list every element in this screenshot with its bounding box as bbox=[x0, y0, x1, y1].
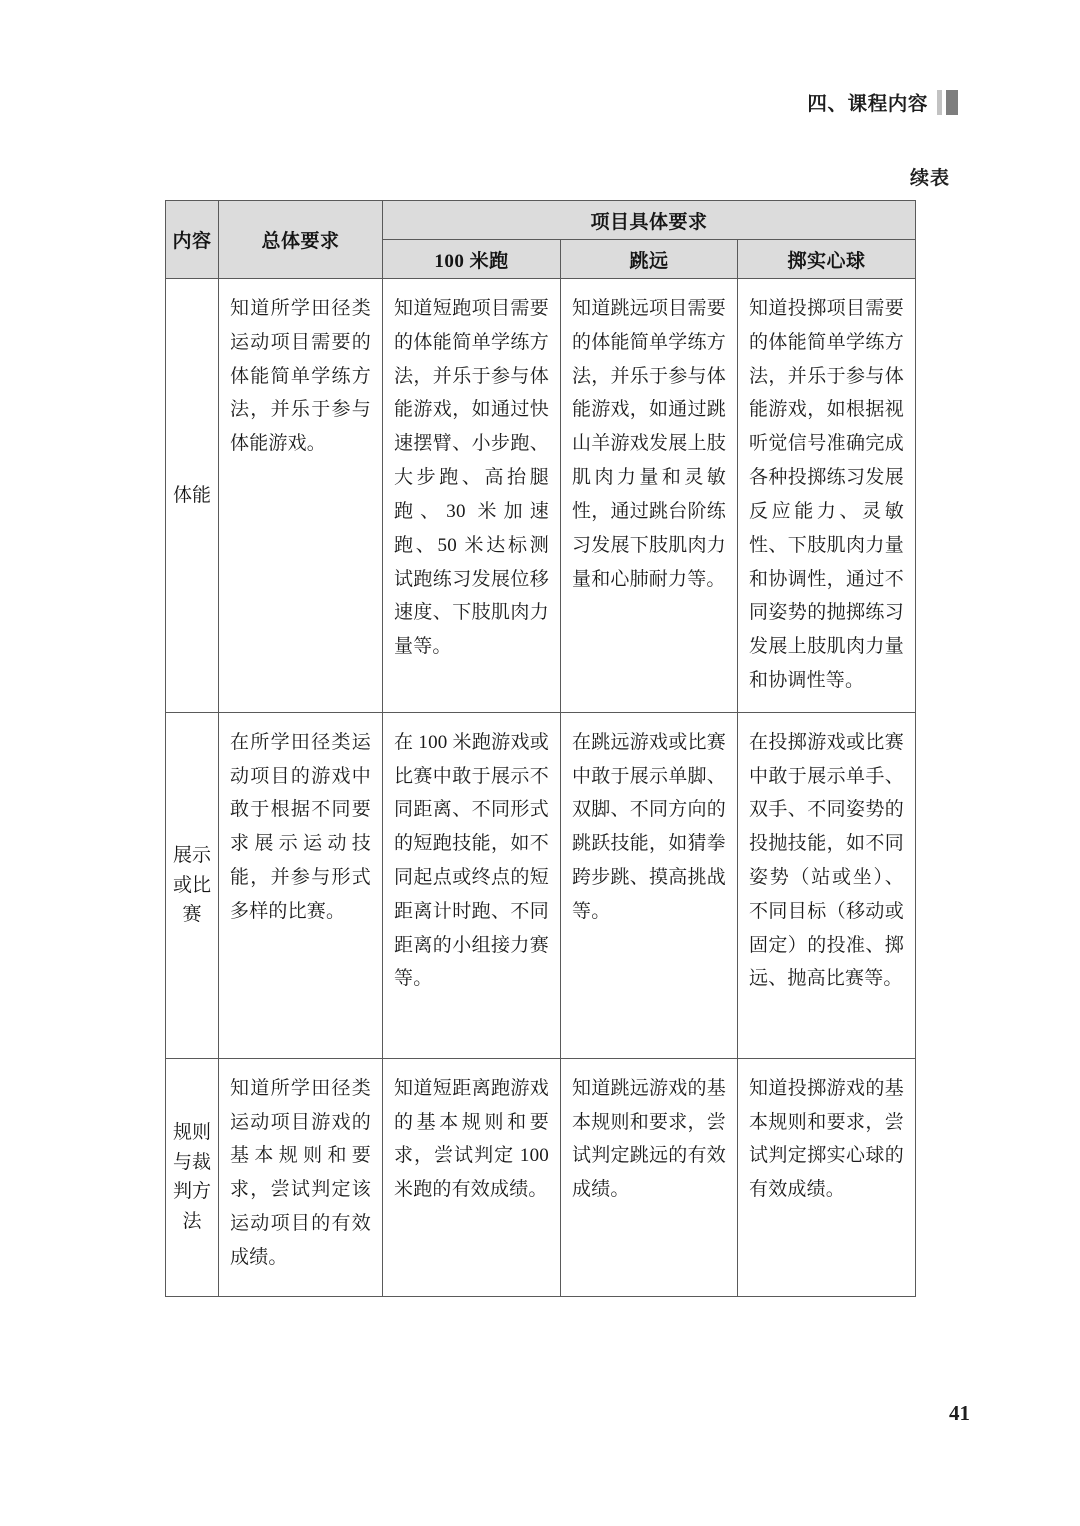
decoration-bar-thin-icon bbox=[937, 90, 942, 115]
page-running-header bbox=[807, 88, 958, 116]
table-row bbox=[166, 1058, 916, 1296]
column-header-100m-run: 100 米跑 bbox=[383, 240, 561, 279]
row-label-display-or-competition: 展示或比赛 bbox=[166, 712, 219, 1058]
cell-display-100m-run: 在 100 米跑游戏或比赛中敢于展示不同距离、不同形式的短跑技能，如不同起点或终点的短距离计时跑、不同距离的小组接力赛等。 bbox=[383, 712, 561, 1058]
column-header-project-requirements: 项目具体要求 bbox=[383, 201, 916, 240]
decoration-bar-thick-icon bbox=[946, 90, 958, 115]
cell-rules-long-jump: 知道跳远游戏的基本规则和要求，尝试判定跳远的有效成绩。 bbox=[561, 1058, 738, 1296]
table-header-row-1 bbox=[166, 201, 916, 240]
table-body bbox=[166, 279, 916, 1297]
page-number: 41 bbox=[949, 1401, 970, 1425]
cell-fitness-long-jump: 知道跳远项目需要的体能简单学练方法，并乐于参与体能游戏，如通过跳山羊游戏发展上肢肌肉力量和灵敏性，通过跳台阶练习发展下肢肌肉力量和心肺耐力等。 bbox=[561, 279, 738, 713]
cell-fitness-shot-put: 知道投掷项目需要的体能简单学练方法，并乐于参与体能游戏，如根据视听觉信号准确完成各种投掷练习发展反应能力、灵敏性、下肢肌肉力量和协调性，通过不同姿势的抛掷练习发展上肢肌肉力量和协调性等。 bbox=[738, 279, 916, 713]
table-continuation-caption: 续表 bbox=[909, 168, 950, 189]
table-header bbox=[166, 201, 916, 279]
column-header-long-jump: 跳远 bbox=[561, 240, 738, 279]
table-row bbox=[166, 712, 916, 1058]
curriculum-content-table bbox=[165, 200, 916, 1297]
cell-display-long-jump: 在跳远游戏或比赛中敢于展示单脚、双脚、不同方向的跳跃技能，如猜拳跨步跳、摸高挑战等。 bbox=[561, 712, 738, 1058]
column-header-shot-put: 掷实心球 bbox=[738, 240, 916, 279]
cell-rules-100m-run: 知道短距离跑游戏的基本规则和要求，尝试判定 100 米跑的有效成绩。 bbox=[383, 1058, 561, 1296]
column-header-overall-requirement: 总体要求 bbox=[219, 201, 383, 279]
cell-fitness-100m-run: 知道短跑项目需要的体能简单学练方法，并乐于参与体能游戏，如通过快速摆臂、小步跑、大步跑、高抬腿跑、30 米加速跑、50 米达标测试跑练习发展位移速度、下肢肌肉力量等。 bbox=[383, 279, 561, 713]
cell-display-overall: 在所学田径类运动项目的游戏中敢于根据不同要求展示运动技能，并参与形式多样的比赛。 bbox=[219, 712, 383, 1058]
row-label-fitness: 体能 bbox=[166, 279, 219, 713]
cell-rules-shot-put: 知道投掷游戏的基本规则和要求，尝试判定掷实心球的有效成绩。 bbox=[738, 1058, 916, 1296]
cell-display-shot-put: 在投掷游戏或比赛中敢于展示单手、双手、不同姿势的投抛技能，如不同姿势（站或坐）、不同目标（移动或固定）的投准、掷远、抛高比赛等。 bbox=[738, 712, 916, 1058]
column-header-content: 内容 bbox=[166, 201, 219, 279]
header-decoration bbox=[937, 90, 958, 115]
table-row bbox=[166, 279, 916, 713]
cell-rules-overall: 知道所学田径类运动项目游戏的基本规则和要求，尝试判定该运动项目的有效成绩。 bbox=[219, 1058, 383, 1296]
cell-fitness-overall: 知道所学田径类运动项目需要的体能简单学练方法，并乐于参与体能游戏。 bbox=[219, 279, 383, 713]
row-label-rules-and-refereeing: 规则与裁判方法 bbox=[166, 1058, 219, 1296]
section-title: 四、课程内容 bbox=[807, 94, 928, 115]
